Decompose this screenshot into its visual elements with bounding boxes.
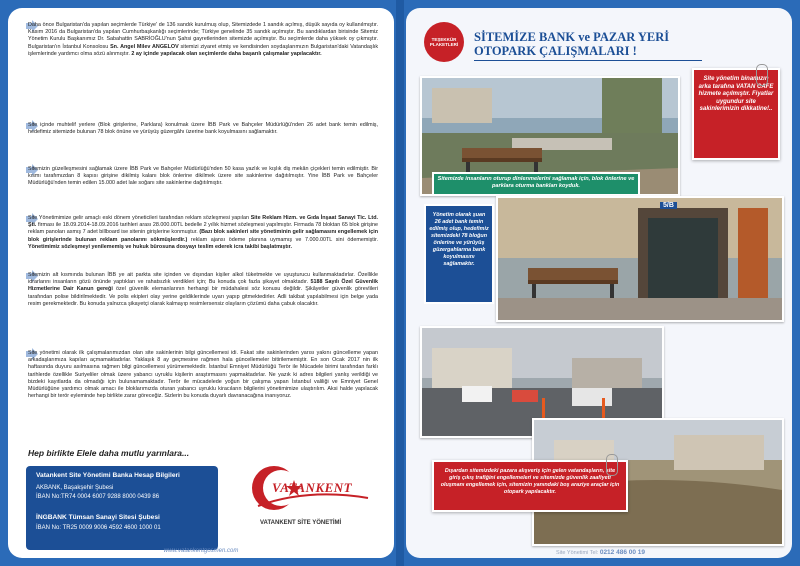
phone-number: 0212 486 00 19: [599, 549, 646, 556]
slogan: Hep birlikte Elele daha mutlu yarınlara...: [28, 448, 190, 458]
paragraph-flowers: Sitemizin güzelleşmesini sağlamak üzere İBB Park ve Bahçeler Müdürlüğü'nden 50 kasa yazlık ve kışlık diş mekân çiçekleri temin edilmiştir. Bir kısmı tarafımızdan 8 kapısı girişine dikilmiş kalanı blok önlerine dikilmek üzere site sakinlerine dağıtılmıştır. Yine İBB Park ve Bahçeler Müdürlüğü'nden temin edilen 15.000 adet lale soğanı site sakinlerine dağıtılmıştır.: [28, 166, 378, 187]
bank1-iban: İBAN No:TR74 0004 6007 9288 8000 0439 86: [36, 494, 160, 500]
footer-phone: [556, 549, 645, 556]
paragraph-benches: Site içinde muhtelif yerlere (Blok girişlerine, Parklara) konulmak üzere İBB Park ve Bahçeler Müdürlüğü'nden 26 adet bank temin edilmiş, hedefimiz sitemizde bulunan 78 blok önüne ve yürüyüş güzergâhı üzerine bank koyulmasını sağlamaktır.: [28, 122, 378, 136]
bank-info-title: Vatankent Site Yönetimi Banka Hesap Bilgileri: [36, 472, 180, 479]
spine: [396, 0, 404, 566]
note-bench: Sitemizde insanların oturup dinlenmelerini sağlamak için, blok önlerine ve parklara oturma bankları koyduk.: [432, 172, 640, 196]
logo-subtitle: VATANKENT SİTE YÖNETİMİ: [260, 520, 342, 526]
phone-label: Site Yönetimi Tel:: [556, 550, 599, 556]
thanks-badge-text: TEŞEKKÜR PLAKETLERİ: [429, 36, 459, 47]
page-title: SİTEMİZE BANK ve PAZAR YERİ OTOPARK ÇALIŞMALARI !: [474, 30, 670, 58]
footer-url[interactable]: www.vatankentgosmen.com: [163, 548, 239, 554]
vatankent-logo: [238, 458, 378, 543]
thanks-badge: [424, 22, 464, 62]
paragraph-election: Daha önce Bulgaristan'da yapılan seçimlerde Türkiye' de 136 sandık kurulmuş olup, Sitemizdede 1 sandık açılmış, düşük sayıda oy kullanılmıştır. Kasım 2016 da Bulgaristan'da yapılan Cumhurbaşkanlığı seçimlerinde; Türkiye genelinde 35 sandık açılmıştır. Bu sandıklardan birisinde Sitemiz Yönetim Kurulu Başkanımız Dr. Sabahattin SABRİOĞLU'nun Şahsi gayretlerinden sitemizde açılmıştır. Bu seçimlerde daha yüksek oy çıkmıştır. Bulgaristan'ın İstanbul Konsolosu Sn. Angel Milev ANGELOV sitemizi ziyaret etmiş ve kendisinden soydaşlarımızın Bulgaristan'daki Vatandaşlık işlemlerinde yardımcı olma sözü alınmıştır. 2 ay içinde yapılacak olan seçimlerde daha başarılı çalışmalar yapılacaktır.: [28, 22, 379, 57]
paragraph-info-update: Site yönetimi olarak ilk çalışmalarımızdan olan site sakinlerinin bilgi güncellemesi idi. Fakat site sakinlerinden yarısı yakını güncelleme yapan arkadaşlarımıza kapıları açmamaktadırlar. Yaklaşık 8 ay geçmesine rağmen hala güncellemeler bitirilememiştir. En son Ocak 2017 nin ilk haftasında duyuru asılmasına rağmen bilgi güncellemesi yürümemektedir. İstanbul Emniyet Müdürlüğü Terör ile Mücadele birimi tarafından farklı tarihlerde özellikle Suriyeliler olmak üzere yabancı uyruklu kişilerin araştırmasını yapmaktadırlar. Ne yazık ki adres bilgileri yanlış verildiği ve bizdeki kayıtlarda da olmadığı için bulunamamaktadır. Terör ile mücadelede yoğun bir çalışma yapan İstanbul valiliği ve Emniyet Genel Müdürlüğüne yardımcı olmak amacı ile bloklarımızda oturan yabancı uyruklu kiracıların bilgilerini yönetimimize ulaştırılım. Aksi halde yapılacak herhangi bir terör eyleminde hep birlikte zarar göreceğiz. Sizlerin bu konuda duyarlı davranacağına inanıyoruz.: [28, 350, 378, 400]
note-bench-count: Yönetim olarak şuan 26 adet bank temin edilmiş olup, hedefimiz sitemizdeki 78 bloğun önlerine ve yürüyüş güzergahlarına bank koyulmasını sağlamaktır.: [424, 204, 494, 304]
paperclip-icon: [756, 64, 768, 86]
paperclip-icon: [606, 454, 618, 476]
entrance-scene-image: [498, 198, 782, 320]
paragraph-security: Sitemizin alt kısmında bulunan İBB ye ait parkta site içinden ve dışından kişiler alkol tüketmekte ve uyuşturucu kullanmaktadırlar. Özellikle idrarlarını insanların gözü önünde yaptıkları ve rahatsızlık verdikleri için; Bu konuda çok fazla şikayet olmaktadır. 5188 Sayılı Özel Güvenlik Hizmetlerine Dair Kanun gereği özel güvenlik elemanlarının herhangi bir müdahalesi söz konusu değildir. Şikâyetler güvenlik görevlileri tarafından polise bildirilmektedir. Ve polis ekipleri olay yerine geldiklerinde uyarı yapıp gitmektedirler. Adli takibat yapılabilmesi için belge yada resim gerekmektedir. Bu konuda yalnızca şikayetçi olarak kalmayıp resimlersensiz olayların çözümü daha çabuk olacaktır.: [28, 272, 378, 307]
bank-info-box: [26, 466, 218, 550]
photo-block-entrance: [496, 196, 784, 322]
block-sign: 5/B: [660, 202, 677, 209]
right-page: [406, 8, 792, 558]
bank2-iban: İBAN No: TR25 0009 9006 4592 4600 1000 01: [36, 525, 161, 531]
paragraph-advertising: Site Yönetimimize gelir amaçlı eski dönem yöneticileri tarafından reklam sözleşmesi yapılan Site Reklam Hizm. ve Gıda İnşaat Sanayi Tic. Ltd. Şti. firması ile 18.09.2014-18.09.2016 tarihleri arası 28.000.00TL bedelle 2 yıllık hizmet sözleşmesi yapılmıştır. Firmada 78 bloktan 65 blok girişine reklam panoları asmış 7 adet billboard ise sitenin girişlerine konmuştur. (Bazı blok sakinleri site yönetiminin gelir sağlamasını engellemek için blok girişlerinde bulunan reklam panolarını sökmüşlerdir.) reklam ajansı ödeme planına uymamış ve 7.000.00TL sini ödememiştir. Yönetimimiz sözleşmeyi yenilememiş ve hukuk bürosuna dosyayı teslim ederek icra takibi başlatmıştır.: [28, 215, 378, 250]
note-parking: Dışardan sitemizdeki pazara alışveriş için gelen vatandaşların, site giriş çıkış trafiğini engellemeleri ve sitemizde güvenlik zaafiyeti oluşmanı engellemek için, sitemizin yanındaki boş araziye araçlar için otopark yapılacaktır.: [432, 460, 628, 512]
note-cafe: Site yönetim binamızın arka tarafına VATAN CAFE hizmete açılmıştır. Fiyatlar uygundur site sakinlerimizin dikkatine!..: [692, 68, 780, 160]
logo-word: VATANKENT: [272, 480, 353, 495]
bank2-name: İNGBANK Tümsan Sanayi Sitesi Şubesi: [36, 514, 160, 521]
title-underline: [474, 60, 702, 61]
left-page: [8, 8, 394, 558]
bank1-name: AKBANK, Başakşehir Şubesi: [36, 485, 114, 491]
